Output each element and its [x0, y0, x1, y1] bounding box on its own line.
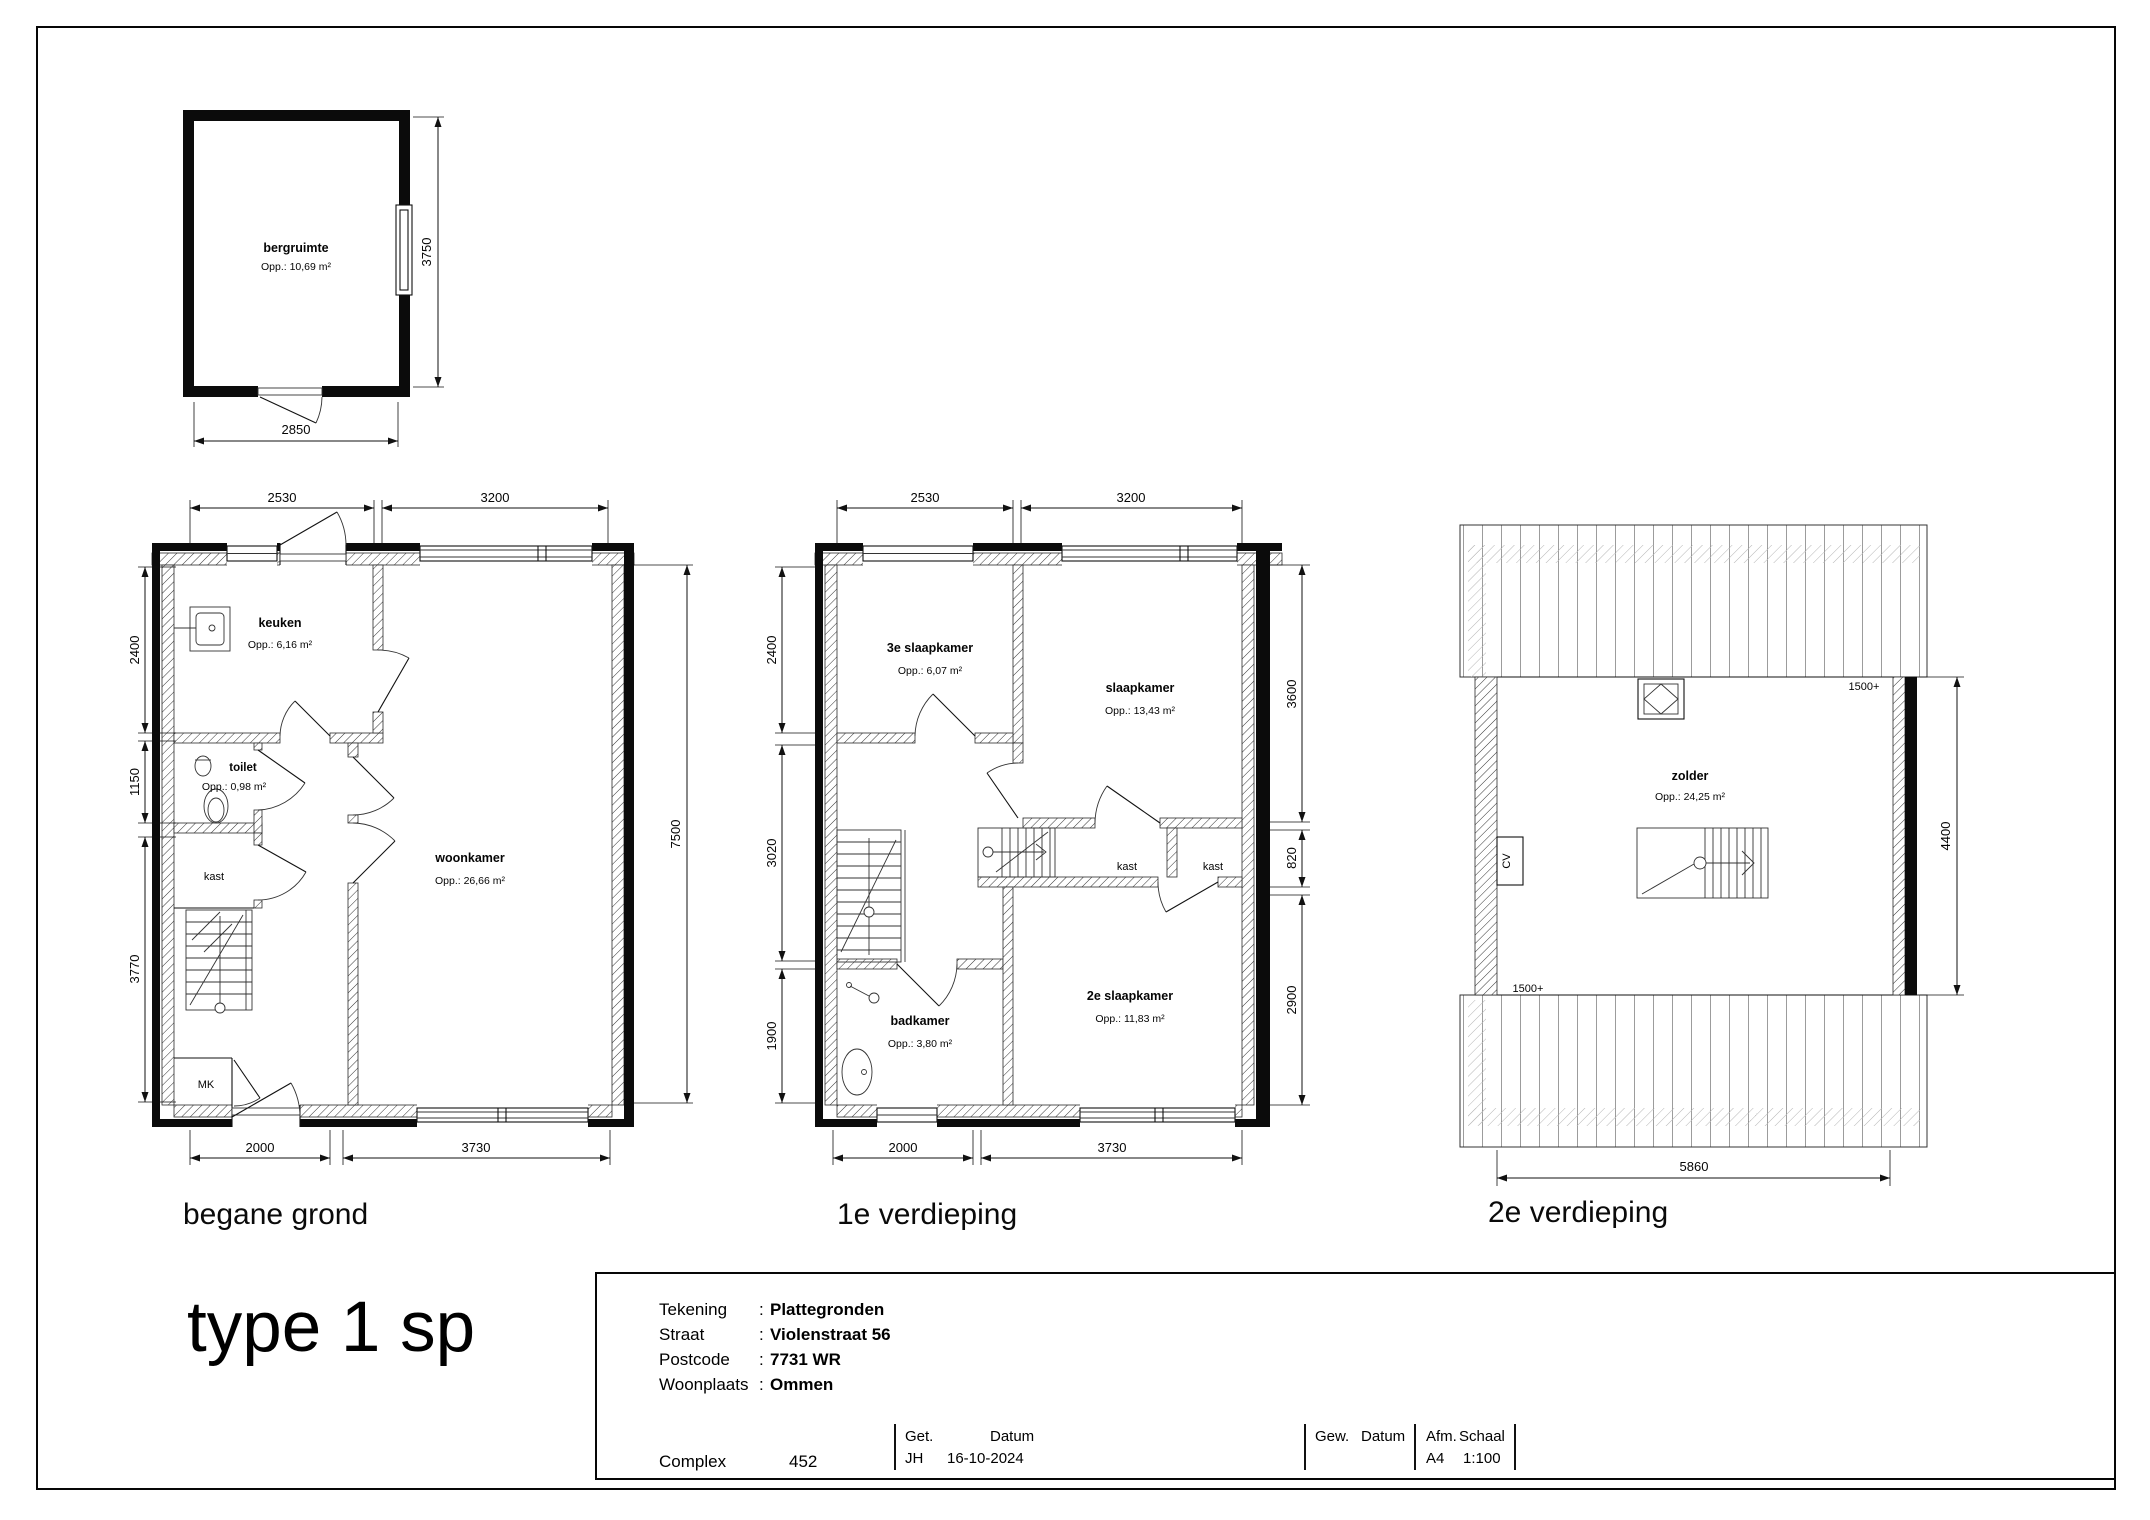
bathroom-fixtures	[842, 983, 879, 1096]
room-area: Opp.: 26,66 m²	[434, 875, 506, 887]
ground-floor-title: begane grond	[183, 1198, 369, 1231]
dim-label: 2900	[1284, 985, 1299, 1015]
dim-label: 3020	[764, 838, 779, 868]
room-label: kast	[1116, 861, 1138, 873]
divider	[1304, 1424, 1306, 1470]
knee-wall-label: 1500+	[1848, 681, 1880, 693]
dim-label: 7500	[668, 819, 683, 849]
room-area: Opp.: 6,16 m²	[247, 639, 313, 651]
meta-header: Afm.	[1426, 1428, 1457, 1445]
dim-label: 2530	[267, 490, 297, 505]
storage-door-swing	[258, 388, 322, 423]
divider	[894, 1424, 896, 1470]
titleblock-separator: :	[759, 1375, 764, 1394]
room-area: Opp.: 10,69 m²	[260, 261, 332, 273]
dim-label: 5860	[1679, 1159, 1709, 1174]
room-label: MK	[197, 1079, 215, 1091]
room-area: Opp.: 6,07 m²	[897, 665, 963, 677]
roof-plane-bottom	[1460, 995, 1927, 1147]
room-area: Opp.: 24,25 m²	[1654, 791, 1726, 803]
attic-stairs	[1637, 828, 1768, 898]
titleblock-value: Ommen	[770, 1375, 834, 1394]
meta-value: 1:100	[1463, 1450, 1501, 1467]
storage-plan	[183, 110, 444, 447]
ground-floor-plan	[127, 490, 693, 1165]
knee-wall-label: 1500+	[1512, 983, 1544, 995]
first-exterior-walls	[815, 543, 1282, 1127]
roof-plane-top	[1460, 525, 1927, 677]
titleblock-label: Woonplaats	[659, 1375, 749, 1394]
second-floor-title: 2e verdieping	[1488, 1196, 1669, 1229]
dim-label: 1150	[127, 768, 142, 796]
first-floor-title: 1e verdieping	[837, 1198, 1018, 1231]
room-label: badkamer	[890, 1014, 950, 1028]
room-label: kast	[1202, 861, 1224, 873]
titleblock-value: Violenstraat 56	[770, 1325, 891, 1344]
room-area: Opp.: 13,43 m²	[1104, 705, 1176, 717]
meta-header: Get.	[905, 1428, 934, 1445]
dim-label: 3750	[419, 237, 434, 267]
room-label: 2e slaapkamer	[1086, 989, 1174, 1003]
titleblock-value: 7731 WR	[770, 1350, 841, 1369]
dim-label: 3200	[480, 490, 510, 505]
dim-label: 3770	[127, 954, 142, 984]
skylight	[1638, 679, 1684, 719]
dim-label: 3730	[461, 1140, 491, 1155]
storage-window	[396, 205, 412, 295]
room-area: Opp.: 0,98 m²	[201, 781, 267, 793]
meta-value: A4	[1426, 1450, 1445, 1467]
entry-door-arc	[337, 512, 346, 545]
room-label: keuken	[258, 616, 302, 630]
meta-value: JH	[905, 1450, 924, 1467]
dim-label: 2000	[888, 1140, 918, 1155]
room-label: CV	[1501, 853, 1513, 869]
dim-label: 3730	[1097, 1140, 1127, 1155]
titleblock-label: Postcode	[659, 1350, 730, 1369]
room-label: 3e slaapkamer	[886, 641, 974, 655]
ground-stairs	[186, 910, 252, 1013]
divider	[1414, 1424, 1416, 1470]
type-label: type 1 sp	[187, 1288, 476, 1367]
titleblock-label: Tekening	[659, 1300, 728, 1319]
titleblock-separator: :	[759, 1325, 764, 1344]
kitchen-sink	[174, 607, 230, 651]
meta-header: Schaal	[1459, 1428, 1505, 1445]
complex-value: 452	[789, 1452, 818, 1471]
titleblock-separator: :	[759, 1300, 764, 1319]
room-area: Opp.: 3,80 m²	[887, 1038, 953, 1050]
room-label: toilet	[229, 762, 257, 774]
divider	[1514, 1424, 1516, 1470]
room-label: bergruimte	[263, 241, 329, 255]
titleblock-value: Plattegronden	[770, 1300, 885, 1319]
dim-label: 820	[1284, 847, 1299, 869]
dim-label: 1900	[764, 1021, 779, 1051]
dim-label: 2530	[910, 490, 940, 505]
dim-label: 2400	[127, 635, 142, 665]
attic-stair-flight	[978, 828, 1055, 877]
dim-label: 3600	[1284, 679, 1299, 709]
title-block	[595, 1272, 2116, 1480]
dim-label: 2000	[245, 1140, 275, 1155]
first-floor-plan	[764, 490, 1310, 1165]
meta-value: 16-10-2024	[947, 1450, 1024, 1467]
titleblock-separator: :	[759, 1350, 764, 1369]
complex-label: Complex	[659, 1452, 727, 1471]
dim-label: 4400	[1938, 821, 1953, 851]
room-label: slaapkamer	[1105, 681, 1175, 695]
room-area: Opp.: 11,83 m²	[1095, 1013, 1165, 1025]
entry-door-leaf	[280, 512, 337, 545]
room-label: kast	[203, 871, 225, 883]
meta-header: Gew.	[1315, 1428, 1350, 1445]
dim-label: 2850	[281, 422, 311, 437]
meta-header: Datum	[1361, 1428, 1406, 1445]
dim-label: 3200	[1116, 490, 1146, 505]
room-label: zolder	[1671, 769, 1709, 783]
titleblock-label: Straat	[659, 1325, 705, 1344]
first-stairwell	[837, 830, 905, 962]
dim-label: 2400	[764, 635, 779, 665]
room-label: woonkamer	[435, 851, 505, 865]
second-floor-plan	[1460, 525, 1964, 1186]
meta-header: Datum	[990, 1428, 1035, 1445]
